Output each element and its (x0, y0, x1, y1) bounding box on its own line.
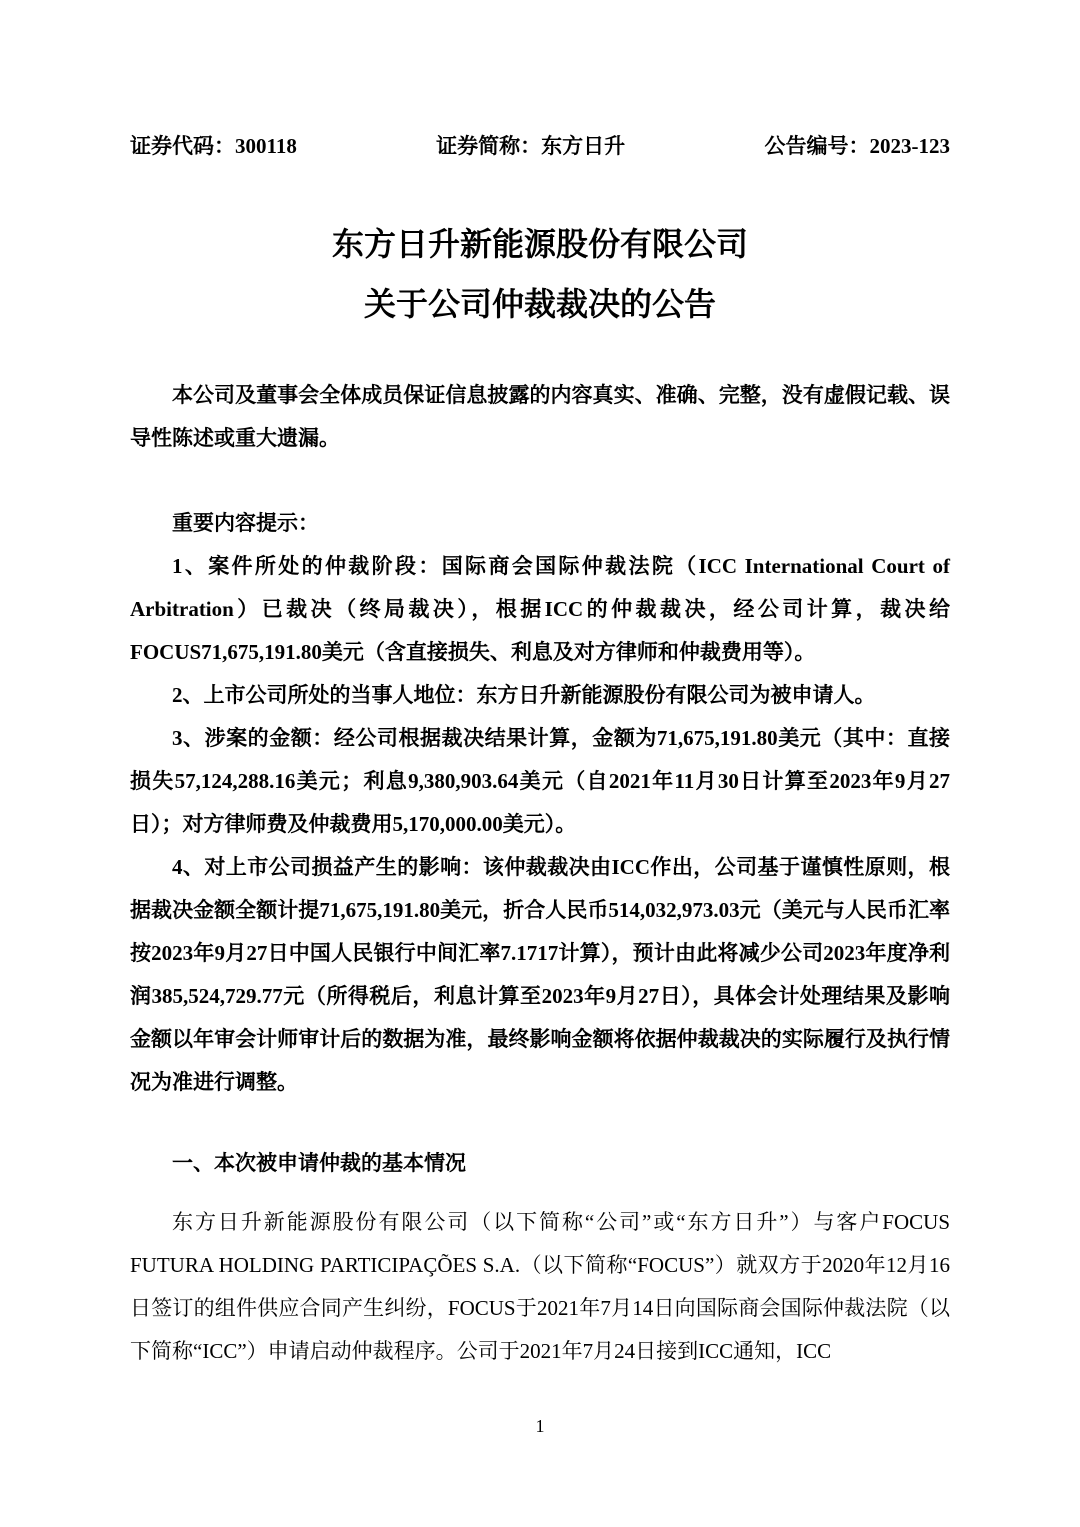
stock-code-value: 300118 (235, 134, 297, 158)
stock-code (130, 132, 297, 160)
notice-item-4: 4、对上市公司损益产生的影响：该仲裁裁决由ICC作出，公司基于谨慎性原则，根据裁决金额全额计提71,675,191.80美元，折合人民币514,032,973.03元（美元与人民币汇率按2023年9月27日中国人民银行中间汇率7.1717计算），预计由此将减少公司2023年度净利润385,524,729.77元（所得税后，利息计算至2023年9月27日），具体会计处理结果及影响金额以年审会计师审计后的数据为准，最终影响金额将依据仲裁裁决的实际履行及执行情况为准进行调整。 (130, 855, 950, 1094)
integrity-statement: 本公司及董事会全体成员保证信息披露的内容真实、准确、完整，没有虚假记载、误导性陈述或重大遗漏。 (130, 383, 950, 450)
stock-code-label: 证券代码： (130, 134, 235, 158)
important-notice-heading: 重要内容提示： (172, 511, 319, 535)
section-1-heading: 一、本次被申请仲裁的基本情况 (172, 1151, 466, 1175)
announcement-no (765, 132, 951, 160)
notice-item-1: 1、案件所处的仲裁阶段：国际商会国际仲裁法院（ICC International Court of Arbitration）已裁决（终局裁决），根据ICC的仲裁裁决，经公司计算，裁决给FOCUS71,675,191.80美元（含直接损失、利息及对方律师和仲裁费用等）。 (130, 554, 950, 664)
announcement-no-value: 2023-123 (869, 134, 950, 158)
notice-item-3: 3、涉案的金额：经公司根据裁决结果计算，金额为71,675,191.80美元（其中：直接损失57,124,288.16美元；利息9,380,903.64美元（自2021年11月30日计算至2023年9月27日）；对方律师费及仲裁费用5,170,000.00美元）。 (130, 726, 950, 836)
document-header (130, 132, 950, 160)
page-title (130, 214, 950, 334)
announcement-no-label: 公告编号： (764, 134, 870, 158)
title-line-2: 关于公司仲裁裁决的公告 (363, 286, 716, 322)
stock-name-value: 东方日升 (541, 134, 626, 158)
title-line-1: 东方日升新能源股份有限公司 (331, 226, 748, 262)
page-number: 1 (535, 1416, 545, 1436)
section-1-paragraph: 东方日升新能源股份有限公司（以下简称“公司”或“东方日升”）与客户FOCUS FUTURA HOLDING PARTICIPAÇÕES S.A.（以下简称“FOCUS”）就双方于2020年12月16日签订的组件供应合同产生纠纷，FOCUS于2021年7月14日向国际商会国际仲裁法院（以下简称“ICC”）申请启动仲裁程序。公司于2021年7月24日接到ICC通知，ICC (130, 1210, 950, 1363)
notice-item-2: 2、上市公司所处的当事人地位：东方日升新能源股份有限公司为被申请人。 (172, 683, 876, 707)
stock-name (436, 132, 625, 160)
stock-name-label: 证券简称： (436, 134, 542, 158)
